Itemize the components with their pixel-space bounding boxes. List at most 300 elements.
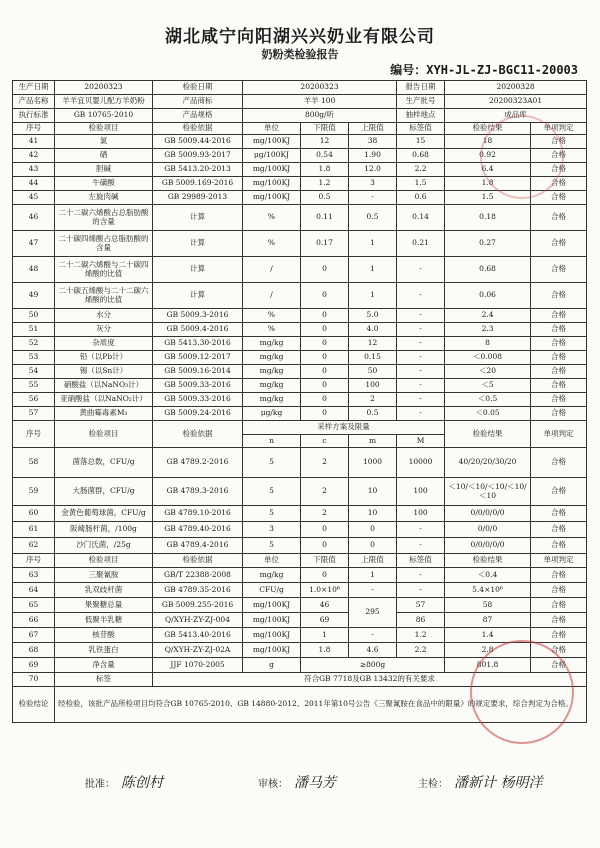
table-cell: 0.11 [301, 205, 349, 231]
table-row [13, 309, 587, 323]
table-cell: 69 [13, 658, 55, 673]
table-cell: % [243, 205, 301, 231]
column-header: 检验结果 [445, 123, 531, 135]
table-cell: 12.0 [349, 163, 397, 177]
table-cell: 58 [445, 598, 531, 613]
table-cell: ＜10/＜10/＜10/＜10/＜10 [445, 478, 531, 506]
table-cell: 0.18 [445, 205, 531, 231]
table-cell: mg/kg [243, 365, 301, 379]
table-cell: Q/XYH-ZY-ZJ-004 [153, 613, 243, 628]
table-cell: GB 5009.4-2016 [153, 323, 243, 337]
table-cell: 灰分 [55, 323, 153, 337]
table-cell: - [349, 191, 397, 205]
table-cell: % [243, 323, 301, 337]
table-cell: 6.4 [445, 163, 531, 177]
table-cell: - [397, 309, 445, 323]
table-cell: 合格 [531, 506, 587, 522]
table-cell: - [397, 365, 445, 379]
table-cell: 硝酸盐（以NaNO₃计） [55, 379, 153, 393]
table-cell: GB 29989-2013 [153, 191, 243, 205]
table-cell: 二十碳五烯酸与二十二碳六烯酸的比值 [55, 283, 153, 309]
table-cell: 1.90 [349, 149, 397, 163]
table-cell: 0 [301, 283, 349, 309]
table-cell: 0.15 [349, 351, 397, 365]
table-cell: JJF 1070-2005 [153, 658, 243, 673]
table-cell: 0.14 [397, 205, 445, 231]
table-cell: 86 [397, 613, 445, 628]
standard: GB 10765-2010 [55, 109, 153, 123]
table-cell: 57 [13, 407, 55, 421]
table-cell: - [397, 257, 445, 283]
brand-label: 产品商标 [153, 95, 243, 109]
table-cell: 51 [13, 323, 55, 337]
column-header: 标签值 [397, 123, 445, 135]
table-cell: mg/100KJ [243, 598, 301, 613]
table-cell: 67 [13, 628, 55, 643]
table-cell: 0 [301, 351, 349, 365]
column-header: 上限值 [349, 123, 397, 135]
table-cell: 43 [13, 163, 55, 177]
table-cell: 0/0/0/0/0 [445, 506, 531, 522]
table-cell: 64 [13, 583, 55, 598]
table-cell: 合格 [531, 379, 587, 393]
table-cell: GB 5413.30-2016 [153, 337, 243, 351]
table-cell: 100 [397, 506, 445, 522]
table-cell: mg/100KJ [243, 177, 301, 191]
table-cell: 2.2 [397, 163, 445, 177]
table-row [13, 323, 587, 337]
table-cell: 0 [301, 538, 349, 554]
table-cell: 0 [301, 337, 349, 351]
table-cell: GB 5009.12-2017 [153, 351, 243, 365]
table-cell: 5 [243, 478, 301, 506]
table-cell: - [397, 351, 445, 365]
table-cell: 计算 [153, 205, 243, 231]
table-cell: 大肠菌群，CFU/g [55, 478, 153, 506]
table-cell: 2 [301, 506, 349, 522]
sample-place: 成品库 [445, 109, 587, 123]
table-cell: - [397, 522, 445, 538]
table-cell: 0.6 [397, 191, 445, 205]
table-cell: 沙门氏菌，/25g [55, 538, 153, 554]
table-cell: - [397, 393, 445, 407]
report-title: 奶粉类检验报告 [261, 48, 339, 61]
label-compliance-text: 符合GB 7718及GB 13432的有关要求 [153, 673, 587, 687]
table-cell: 2.4 [445, 309, 531, 323]
table-cell: 65 [13, 598, 55, 613]
table-cell: 0.5 [301, 191, 349, 205]
table-cell: 41 [13, 135, 55, 149]
conclusion-label: 检验结论 [13, 687, 55, 723]
column-header: 检验项目 [55, 554, 153, 568]
table-cell: mg/kg [243, 568, 301, 583]
table-cell: 合格 [531, 583, 587, 598]
table-cell: 0 [301, 309, 349, 323]
prod-date-label: 生产日期 [13, 81, 55, 95]
table-cell: GB 5009.93-2017 [153, 149, 243, 163]
table-cell: 合格 [531, 598, 587, 613]
table-cell: 5 [243, 448, 301, 478]
table-cell: 12 [349, 337, 397, 351]
table-row [13, 205, 587, 231]
column-header: 单项判定 [531, 421, 587, 448]
table-cell: ＜0.05 [445, 407, 531, 421]
table-cell: 46 [13, 205, 55, 231]
table-cell: 锡（以Sn计） [55, 365, 153, 379]
table-cell: 合格 [531, 393, 587, 407]
table-cell: 100 [397, 478, 445, 506]
column-header: 采样方案及限量 [243, 421, 445, 435]
table-row [13, 506, 587, 522]
table-row [13, 522, 587, 538]
table-cell: μg/100KJ [243, 149, 301, 163]
standard-label: 执行标准 [13, 109, 55, 123]
table-cell: ＜0.008 [445, 351, 531, 365]
table-cell: 1 [349, 283, 397, 309]
column-header: 上限值 [349, 554, 397, 568]
table-cell: ＜0.5 [445, 393, 531, 407]
table-cell: 合格 [531, 205, 587, 231]
table-cell: 0.68 [397, 149, 445, 163]
table-cell: 2.3 [445, 323, 531, 337]
column-header: m [349, 435, 397, 448]
table-cell: 胆碱 [55, 163, 153, 177]
table-cell: - [397, 583, 445, 598]
table-cell: 净含量 [55, 658, 153, 673]
table-row [13, 283, 587, 309]
table-cell: 二十二碳六烯酸与二十碳四烯酸的比值 [55, 257, 153, 283]
column-header: 检验依据 [153, 421, 243, 448]
table-cell: 70 [13, 673, 55, 687]
table-cell: 0 [301, 379, 349, 393]
table-cell: 铅（以Pb计） [55, 351, 153, 365]
table-cell: 0/0/0 [445, 522, 531, 538]
table-cell: 合格 [531, 309, 587, 323]
inspection-seal-stamp [470, 640, 574, 744]
table-cell: 0/0/0/0/0 [445, 538, 531, 554]
table-cell: 合格 [531, 568, 587, 583]
table-cell: 1.4 [445, 628, 531, 643]
table-cell: 氯 [55, 135, 153, 149]
table-row [13, 598, 587, 613]
table-header-row [13, 554, 587, 568]
table-cell: 合格 [531, 257, 587, 283]
table-cell: 0.54 [301, 149, 349, 163]
table-cell: 1000 [349, 448, 397, 478]
table-cell: - [397, 337, 445, 351]
table-cell: ＜5 [445, 379, 531, 393]
table-cell: GB/T 22388-2008 [153, 568, 243, 583]
column-header: 检验项目 [55, 421, 153, 448]
table-row [13, 478, 587, 506]
table-row [13, 583, 587, 598]
table-cell: GB 5009.16-2014 [153, 365, 243, 379]
table-cell: 5 [243, 506, 301, 522]
table-cell: 合格 [531, 135, 587, 149]
table-cell: 0.68 [445, 257, 531, 283]
table-cell: 合格 [531, 191, 587, 205]
table-cell: 63 [13, 568, 55, 583]
table-cell: 53 [13, 351, 55, 365]
inspector-signature: 主检： 潘新计 杨明洋 [418, 775, 543, 791]
table-cell: / [243, 257, 301, 283]
table-cell: 2.8 [445, 643, 531, 658]
seal-stamp-faint [480, 115, 564, 199]
column-header: 下限值 [301, 554, 349, 568]
table-cell: GB 5009.169-2016 [153, 177, 243, 191]
table-cell: 核苷酸 [55, 628, 153, 643]
table-cell: mg/kg [243, 351, 301, 365]
table-cell: 杂质度 [55, 337, 153, 351]
table-row [13, 365, 587, 379]
table-cell: 3 [349, 177, 397, 191]
table-cell: GB 4789.40-2016 [153, 522, 243, 538]
table-row [13, 568, 587, 583]
table-cell: mg/kg [243, 337, 301, 351]
table-cell: GB 5009.3-2016 [153, 309, 243, 323]
column-header: 下限值 [301, 123, 349, 135]
column-header: 检验依据 [153, 554, 243, 568]
table-row [13, 231, 587, 257]
column-header: 检验项目 [55, 123, 153, 135]
table-cell: % [243, 309, 301, 323]
table-cell: 59 [13, 478, 55, 506]
table-cell: 61 [13, 522, 55, 538]
table-cell: 1.5 [397, 177, 445, 191]
table-cell: 计算 [153, 283, 243, 309]
conclusion-text: 经检验，该批产品所检项目均符合GB 10765-2010、GB 14880-2012、2011年第10号公告《三聚氰胺在食品中的限量》的规定要求，综合判定为合格。 [55, 687, 587, 723]
table-cell: Q/XYH-ZY-ZJ-02A [153, 643, 243, 658]
table-cell: 1.2 [301, 177, 349, 191]
table-cell: 标签 [55, 673, 153, 687]
table-cell: 2 [349, 393, 397, 407]
table-cell: - [349, 583, 397, 598]
table-row [13, 538, 587, 554]
table-cell: mg/100KJ [243, 135, 301, 149]
table-cell: 100 [349, 379, 397, 393]
table-cell: 0 [349, 522, 397, 538]
table-cell: 5.0 [349, 309, 397, 323]
table-cell: 合格 [531, 323, 587, 337]
table-cell: 57 [397, 598, 445, 613]
table-cell: 1 [349, 257, 397, 283]
table-cell: 合格 [531, 478, 587, 506]
prod-date: 20200323 [55, 81, 153, 95]
column-header: M [397, 435, 445, 448]
table-cell: 黄曲霉毒素M₁ [55, 407, 153, 421]
approve-signature: 批准： 陈创村 [85, 775, 163, 791]
insp-date: 20200323 [243, 81, 397, 95]
table-cell: 0.5 [349, 205, 397, 231]
table-cell: 801.8 [445, 658, 531, 673]
table-cell: 38 [349, 135, 397, 149]
table-cell: 0 [301, 568, 349, 583]
table-cell: 合格 [531, 283, 587, 309]
table-cell: 295 [349, 598, 397, 628]
table-cell: - [397, 283, 445, 309]
table-cell: 金黄色葡萄球菌，CFU/g [55, 506, 153, 522]
table-cell: 0 [301, 323, 349, 337]
table-cell: 阪崎肠杆菌，/100g [55, 522, 153, 538]
table-cell: ＜20 [445, 365, 531, 379]
table-cell: GB 5009.255-2016 [153, 598, 243, 613]
insp-date-label: 检验日期 [153, 81, 243, 95]
table-cell: 18 [445, 135, 531, 149]
table-cell: / [243, 283, 301, 309]
column-header: c [301, 435, 349, 448]
micro-header-row [13, 421, 587, 435]
table-cell: 46 [301, 598, 349, 613]
table-cell: 牛磺酸 [55, 177, 153, 191]
table-cell: GB 5413.40-2016 [153, 628, 243, 643]
table-cell: mg/100KJ [243, 191, 301, 205]
table-cell: - [397, 538, 445, 554]
table-cell: 40/20/20/30/20 [445, 448, 531, 478]
table-cell: GB 5413.20-2013 [153, 163, 243, 177]
table-cell: GB 4789.35-2016 [153, 583, 243, 598]
report-date: 20200328 [445, 81, 587, 95]
table-cell: 合格 [531, 407, 587, 421]
company-title: 湖北咸宁向阳湖兴兴奶业有限公司 [165, 27, 435, 47]
table-row [13, 448, 587, 478]
table-cell: 0.27 [445, 231, 531, 257]
table-cell: 10000 [397, 448, 445, 478]
table-cell: 1 [301, 628, 349, 643]
table-cell: 0.5 [349, 407, 397, 421]
table-cell: % [243, 231, 301, 257]
table-row [13, 628, 587, 643]
column-header: 单位 [243, 123, 301, 135]
table-cell: g [243, 658, 301, 673]
column-header: 检验结果 [445, 554, 531, 568]
table-cell: 二十碳四烯酸占总脂肪酸的含量 [55, 231, 153, 257]
table-cell: 69 [301, 613, 349, 628]
column-header: 检验依据 [153, 123, 243, 135]
table-cell: 1.0×10⁶ [301, 583, 349, 598]
table-cell: 合格 [531, 643, 587, 658]
table-cell: 0 [301, 365, 349, 379]
table-cell: 62 [13, 538, 55, 554]
table-cell: 低聚半乳糖 [55, 613, 153, 628]
table-cell: GB 5009.44-2016 [153, 135, 243, 149]
table-cell: 58 [13, 448, 55, 478]
table-cell: ＜0.4 [445, 568, 531, 583]
table-cell: GB 4789.10-2016 [153, 506, 243, 522]
table-cell: 合格 [531, 628, 587, 643]
table-cell: mg/kg [243, 393, 301, 407]
table-cell: 三聚氰胺 [55, 568, 153, 583]
table-cell: 0 [301, 522, 349, 538]
column-header: 标签值 [397, 554, 445, 568]
table-cell: 0.06 [445, 283, 531, 309]
table-cell: 42 [13, 149, 55, 163]
table-cell: 0.21 [397, 231, 445, 257]
table-cell: 55 [13, 379, 55, 393]
table-cell: 0.92 [445, 149, 531, 163]
table-cell: 合格 [531, 177, 587, 191]
table-cell: 10 [349, 478, 397, 506]
table-cell: GB 5009.24-2016 [153, 407, 243, 421]
table-cell: 合格 [531, 613, 587, 628]
table-cell: 0.17 [301, 231, 349, 257]
table-cell: - [397, 379, 445, 393]
table-cell: 56 [13, 393, 55, 407]
batch-label: 生产批号 [397, 95, 445, 109]
spec-label: 产品规格 [153, 109, 243, 123]
table-cell: GB 4789.4-2016 [153, 538, 243, 554]
table-cell: 合格 [531, 448, 587, 478]
table-row [13, 379, 587, 393]
table-cell: 47 [13, 231, 55, 257]
table-cell: GB 5009.33-2016 [153, 379, 243, 393]
table-cell: 68 [13, 643, 55, 658]
table-cell: 5.4×10⁶ [445, 583, 531, 598]
table-cell: 0 [301, 407, 349, 421]
table-row [13, 407, 587, 421]
table-cell: - [397, 568, 445, 583]
table-cell: 果聚糖总量 [55, 598, 153, 613]
table-cell: 0 [301, 257, 349, 283]
table-cell: 乳铁蛋白 [55, 643, 153, 658]
table-cell: ≥800g [301, 658, 445, 673]
table-cell: 4.6 [349, 643, 397, 658]
table-cell: 1.5 [445, 191, 531, 205]
table-cell: 54 [13, 365, 55, 379]
table-cell: 10 [349, 506, 397, 522]
table-cell: 2.2 [397, 643, 445, 658]
table-row [13, 393, 587, 407]
table-cell: 1.8 [301, 163, 349, 177]
table-cell: 8 [445, 337, 531, 351]
table-cell: 硒 [55, 149, 153, 163]
table-cell: mg/100KJ [243, 643, 301, 658]
table-cell: mg/kg [243, 379, 301, 393]
table-cell: 合格 [531, 522, 587, 538]
table-cell: 合格 [531, 365, 587, 379]
sample-label: 抽样地点 [397, 109, 445, 123]
spec: 800g/听 [243, 109, 397, 123]
table-cell: mg/100KJ [243, 628, 301, 643]
table-cell: 52 [13, 337, 55, 351]
table-cell: 12 [301, 135, 349, 149]
table-cell: 合格 [531, 538, 587, 554]
table-cell: 1.8 [445, 177, 531, 191]
table-cell: 2 [301, 478, 349, 506]
column-header: 序号 [13, 123, 55, 135]
table-cell: 合格 [531, 149, 587, 163]
table-cell: 48 [13, 257, 55, 283]
table-cell: 合格 [531, 351, 587, 365]
table-cell: 二十二碳六烯酸占总脂肪酸的含量 [55, 205, 153, 231]
table-cell: 60 [13, 506, 55, 522]
table-cell: 1.8 [301, 643, 349, 658]
column-header: 单项判定 [531, 554, 587, 568]
brand: 羊羊 100 [243, 95, 397, 109]
table-cell: 45 [13, 191, 55, 205]
report-date-label: 报告日期 [397, 81, 445, 95]
table-cell: 1.2 [397, 628, 445, 643]
table-cell: 0 [301, 393, 349, 407]
table-cell: 计算 [153, 257, 243, 283]
table-cell: 50 [13, 309, 55, 323]
column-header: 序号 [13, 421, 55, 448]
table-cell: 49 [13, 283, 55, 309]
product-name: 羊羊宜贝婴儿配方羊奶粉 [55, 95, 153, 109]
table-cell: 0 [349, 538, 397, 554]
column-header: n [243, 435, 301, 448]
table-cell: 1 [349, 231, 397, 257]
table-cell: mg/100KJ [243, 613, 301, 628]
